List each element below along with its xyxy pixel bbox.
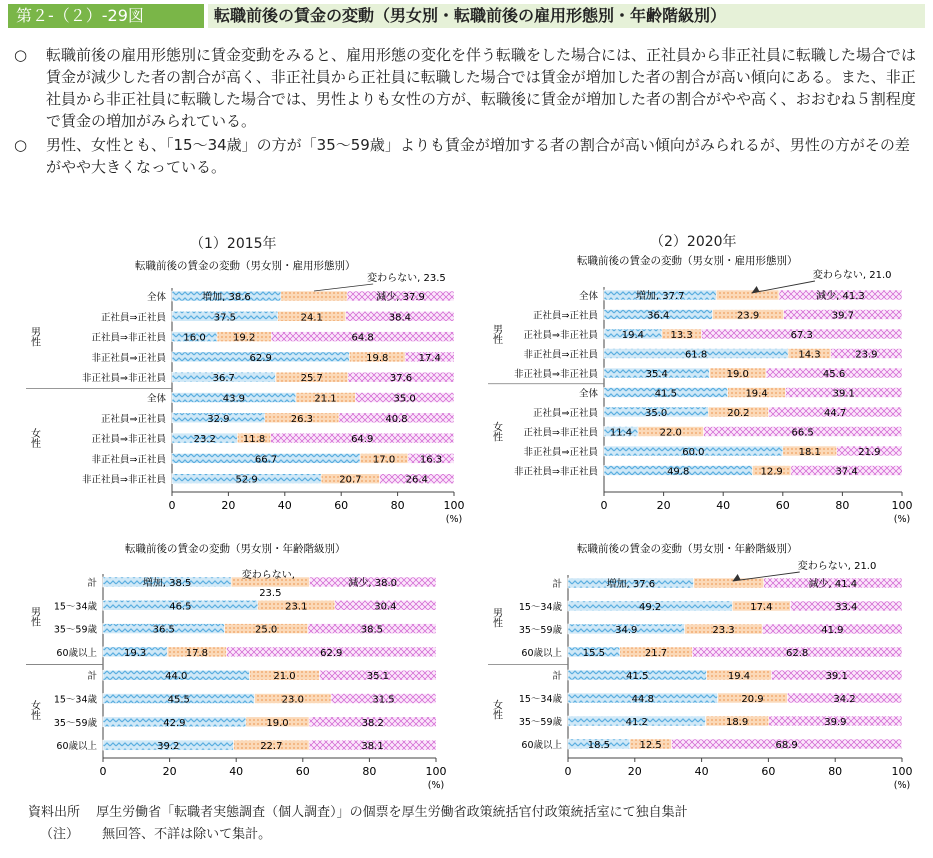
- chart-title: 転職前後の賃金の変動（男女別・雇用形態別）: [577, 255, 798, 267]
- data-label: 21.0: [273, 671, 296, 683]
- data-label: 増加, 37.6: [606, 579, 656, 590]
- chart-2015-age: [20, 538, 450, 793]
- data-label: 39.2: [157, 741, 180, 753]
- row-label: 全体: [146, 393, 166, 405]
- data-label: 18.5: [587, 740, 611, 751]
- row-label: 15～34歳: [518, 694, 562, 705]
- annotation-label: 変わらない, 23.5: [367, 273, 446, 284]
- data-label: 49.2: [639, 602, 662, 613]
- data-label: 23.2: [193, 434, 216, 446]
- data-label: 31.5: [372, 694, 395, 706]
- data-label: 41.9: [821, 625, 844, 636]
- row-label: 15～34歳: [53, 694, 97, 706]
- x-tick-label: 40: [716, 499, 731, 512]
- data-label: 36.5: [152, 624, 175, 636]
- summary-bullet-1: [14, 44, 919, 132]
- x-tick-label: 80: [390, 499, 405, 512]
- panel-title-2020: （2）2020年: [650, 234, 737, 250]
- data-label: 24.1: [300, 312, 323, 324]
- x-tick-label: 60: [334, 499, 349, 512]
- x-tick-label: 100: [425, 765, 447, 778]
- data-label: 17.4: [418, 352, 441, 364]
- row-label: 非正社員⇒正社員: [91, 454, 166, 466]
- x-tick-label: 20: [627, 765, 642, 778]
- data-label: 30.4: [374, 601, 397, 613]
- row-label: 正社員⇒正社員: [533, 310, 598, 322]
- data-label: 35.0: [645, 408, 668, 419]
- data-label: 22.7: [260, 741, 283, 753]
- data-label: 増加, 37.7: [635, 291, 685, 302]
- data-label: 23.1: [285, 601, 308, 613]
- row-label: 非正社員⇒非正社員: [514, 466, 598, 478]
- data-label: 43.9: [222, 393, 246, 405]
- data-label: 20.9: [741, 694, 764, 705]
- annotation-label: 変わらない, 21.0: [797, 561, 877, 572]
- data-label: 66.5: [791, 427, 814, 439]
- group-label: 男性: [490, 607, 502, 628]
- chart-2020-age: [482, 538, 922, 793]
- group-label: 女性: [28, 700, 40, 721]
- arrow-head: [752, 286, 760, 293]
- data-label: 25.7: [300, 373, 323, 385]
- annotation-label: 変わらない,: [241, 570, 295, 581]
- data-label: 16.0: [183, 332, 206, 344]
- row-label: 15～34歳: [518, 602, 562, 613]
- data-label: 45.5: [167, 694, 190, 706]
- data-label: 19.4: [727, 671, 751, 682]
- row-label: 60歳以上: [521, 648, 562, 659]
- annotation-line: [314, 284, 373, 291]
- row-label: 全体: [578, 291, 598, 302]
- data-label: 36.4: [647, 310, 670, 322]
- data-label: 19.2: [233, 332, 256, 344]
- bullet-mark: ○: [14, 46, 28, 64]
- row-label: 60歳以上: [56, 647, 97, 659]
- bar-segment-unchanged: [716, 290, 779, 300]
- row-label: 全体: [146, 292, 166, 303]
- row-label: 15～34歳: [53, 601, 97, 613]
- data-label: 21.9: [858, 447, 881, 458]
- data-label: 67.3: [790, 330, 813, 341]
- data-label: 44.8: [631, 694, 654, 705]
- x-tick-label: 80: [362, 765, 377, 778]
- chart-title: 転職前後の賃金の変動（男女別・年齢階級別）: [125, 543, 346, 555]
- data-label: 64.8: [351, 332, 374, 344]
- data-label: 60.0: [682, 447, 705, 458]
- x-tick-label: 0: [168, 499, 176, 512]
- data-label: 35.4: [645, 369, 668, 380]
- group-label: 女性: [490, 421, 502, 442]
- data-label: 49.8: [667, 466, 690, 478]
- note-text: 無回答、不詳は除いて集計。: [102, 827, 272, 842]
- chart-2020-employment: [482, 255, 922, 525]
- data-label: 19.4: [745, 388, 768, 400]
- group-label: 男性: [28, 606, 40, 627]
- row-label: 35～59歳: [518, 717, 562, 728]
- annotation-value: 23.5: [259, 588, 282, 599]
- data-label: 14.3: [798, 349, 821, 361]
- data-label: 21.7: [644, 648, 668, 659]
- data-label: 46.5: [169, 601, 192, 613]
- row-label: 非正社員⇒正社員: [523, 349, 598, 361]
- data-label: 34.9: [615, 625, 638, 636]
- source-text: 厚生労働省「転職者実態調査（個人調査）」の個票を厚生労働省政策統括官付政策統括室にて独自集計: [96, 805, 688, 820]
- data-label: 23.3: [712, 625, 735, 636]
- data-label: 62.9: [320, 647, 343, 659]
- row-label: 非正社員⇒非正社員: [514, 369, 598, 380]
- row-label: 非正社員⇒非正社員: [82, 474, 166, 486]
- row-label: 計: [87, 671, 97, 683]
- data-label: 19.0: [726, 369, 749, 380]
- group-label: 女性: [490, 699, 502, 720]
- x-tick-label: 60: [295, 765, 310, 778]
- data-label: 38.2: [361, 717, 384, 729]
- row-label: 正社員⇒正社員: [101, 413, 166, 425]
- data-label: 52.9: [235, 474, 258, 486]
- data-label: 41.5: [654, 388, 677, 400]
- data-label: 36.7: [212, 373, 235, 385]
- x-tick-label: 20: [656, 499, 671, 512]
- bar-segment-unchanged: [281, 291, 347, 301]
- data-label: 37.5: [213, 312, 237, 324]
- x-tick-label: 0: [600, 499, 608, 512]
- data-label: 37.4: [835, 466, 858, 478]
- row-label: 正社員⇒非正社員: [91, 434, 166, 446]
- data-label: 11.8: [242, 434, 266, 446]
- figure-header: [0, 0, 933, 34]
- data-label: 23.9: [855, 349, 878, 361]
- data-label: 33.4: [835, 602, 858, 613]
- row-label: 非正社員⇒正社員: [523, 447, 598, 458]
- summary-bullets: [14, 44, 919, 180]
- data-label: 34.2: [833, 694, 856, 705]
- data-label: 38.1: [361, 741, 384, 753]
- data-label: 増加, 38.6: [202, 292, 251, 303]
- footer-notes: [28, 802, 688, 846]
- bullet-text: 男性、女性とも、「15～34歳」の方が「35～59歳」よりも賃金が増加する者の割合が高い傾向がみられるが、男性の方がその差がやや大きくなっている。: [46, 136, 910, 176]
- panel-title-2015: （1）2015年: [190, 236, 277, 252]
- x-unit-label: (%): [445, 514, 463, 525]
- x-tick-label: 80: [835, 499, 850, 512]
- row-label: 正社員⇒非正社員: [91, 332, 166, 344]
- data-label: 66.7: [254, 454, 278, 466]
- x-tick-label: 40: [277, 499, 292, 512]
- arrow-head: [733, 574, 741, 581]
- data-label: 38.5: [360, 624, 384, 636]
- chart-title: 転職前後の賃金の変動（男女別・雇用形態別）: [135, 260, 356, 272]
- bullet-mark: ○: [14, 136, 28, 154]
- data-label: 減少, 41.3: [816, 291, 865, 302]
- data-label: 26.4: [405, 474, 428, 486]
- x-tick-label: 60: [775, 499, 790, 512]
- row-label: 正社員⇒正社員: [101, 312, 166, 324]
- data-label: 16.3: [419, 454, 443, 466]
- group-label: 男性: [490, 324, 502, 344]
- x-tick-label: 20: [162, 765, 177, 778]
- note-line: [28, 824, 688, 846]
- data-label: 19.8: [366, 352, 389, 364]
- x-tick-label: 20: [221, 499, 236, 512]
- source-line: [28, 802, 688, 824]
- data-label: 32.9: [207, 413, 230, 425]
- data-label: 61.8: [684, 349, 708, 361]
- data-label: 39.9: [824, 717, 847, 728]
- data-label: 23.9: [736, 310, 760, 322]
- row-label: 35～59歳: [518, 625, 562, 636]
- x-tick-label: 80: [828, 765, 843, 778]
- figure-number-badge: 第２-（２）-29図: [8, 4, 204, 28]
- row-label: 35～59歳: [53, 717, 97, 729]
- x-tick-label: 100: [891, 499, 913, 512]
- row-label: 計: [552, 579, 562, 590]
- data-label: 23.0: [281, 694, 304, 706]
- data-label: 減少, 41.4: [808, 579, 858, 590]
- data-label: 38.4: [388, 312, 411, 324]
- row-label: 60歳以上: [56, 741, 97, 753]
- x-tick-label: 0: [564, 765, 572, 778]
- data-label: 68.9: [775, 740, 798, 751]
- data-label: 22.0: [659, 427, 682, 439]
- data-label: 41.5: [626, 671, 649, 682]
- source-label: 資料出所: [28, 805, 81, 820]
- data-label: 40.8: [385, 413, 408, 425]
- bar-segment-unchanged: [694, 578, 764, 588]
- data-label: 19.3: [124, 647, 147, 659]
- data-label: 19.4: [621, 330, 645, 341]
- data-label: 39.1: [825, 671, 848, 682]
- data-label: 39.1: [832, 388, 855, 400]
- data-label: 21.1: [314, 393, 337, 405]
- data-label: 25.0: [255, 624, 278, 636]
- data-label: 18.1: [798, 447, 821, 458]
- x-unit-label: (%): [893, 780, 911, 791]
- row-label: 35～59歳: [53, 624, 97, 636]
- data-label: 18.9: [726, 717, 749, 728]
- x-tick-label: 100: [443, 499, 465, 512]
- data-label: 35.1: [366, 671, 390, 683]
- x-tick-label: 40: [229, 765, 244, 778]
- row-label: 計: [87, 578, 97, 589]
- data-label: 45.6: [822, 369, 846, 380]
- data-label: 44.0: [165, 671, 188, 683]
- x-tick-label: 40: [694, 765, 709, 778]
- data-label: 増加, 38.5: [142, 578, 192, 589]
- data-label: 減少, 38.0: [348, 578, 398, 589]
- data-label: 11.4: [609, 427, 633, 439]
- row-label: 正社員⇒非正社員: [523, 330, 598, 341]
- data-label: 12.9: [760, 466, 783, 478]
- bullet-text: 転職前後の雇用形態別に賃金変動をみると、雇用形態の変化を伴う転職をした場合には、正社員から非正社員に転職した場合では賃金が減少した者の割合が高く、非正社員から正社員に転職した場合では賃金が増加した者の割合が高い傾向にある。また、非正社員から非正社員に転職した場合では、男性よりも女性の方が、転職後に賃金が増加した者の割合がやや高く、おおむね５割程度で賃金の増加がみられている。: [46, 46, 917, 130]
- x-unit-label: (%): [893, 514, 911, 525]
- row-label: 全体: [578, 388, 598, 400]
- data-label: 17.8: [185, 647, 209, 659]
- data-label: 64.9: [351, 434, 374, 446]
- row-label: 計: [552, 671, 562, 682]
- data-label: 62.9: [249, 352, 272, 364]
- data-label: 17.0: [372, 454, 396, 466]
- row-label: 非正社員⇒非正社員: [82, 373, 166, 385]
- data-label: 15.5: [582, 648, 606, 659]
- chart-2015-employment: [20, 255, 465, 525]
- data-label: 減少, 37.9: [376, 292, 425, 303]
- x-tick-label: 60: [761, 765, 776, 778]
- group-label: 男性: [28, 326, 40, 347]
- data-label: 13.3: [670, 330, 693, 341]
- row-label: 正社員⇒正社員: [533, 408, 598, 419]
- data-label: 17.4: [750, 602, 773, 613]
- data-label: 39.7: [831, 310, 854, 322]
- row-label: 非正社員⇒正社員: [91, 352, 166, 364]
- x-tick-label: 100: [891, 765, 913, 778]
- row-label: 60歳以上: [521, 740, 562, 751]
- x-tick-label: 0: [99, 765, 107, 778]
- data-label: 37.6: [389, 373, 413, 385]
- annotation-label: 変わらない, 21.0: [812, 270, 892, 281]
- x-unit-label: (%): [427, 780, 445, 791]
- data-label: 44.7: [823, 408, 847, 419]
- summary-bullet-2: [14, 134, 919, 178]
- data-label: 20.7: [339, 474, 362, 486]
- data-label: 12.5: [639, 740, 662, 751]
- row-label: 正社員⇒非正社員: [523, 427, 598, 439]
- data-label: 20.2: [727, 408, 750, 419]
- data-label: 42.9: [163, 717, 186, 729]
- data-label: 35.0: [393, 393, 416, 405]
- data-label: 62.8: [785, 648, 809, 659]
- chart-title: 転職前後の賃金の変動（男女別・年齢階級別）: [577, 543, 798, 555]
- group-label: 女性: [28, 428, 40, 449]
- note-label: （注）: [40, 827, 80, 842]
- data-label: 19.0: [266, 717, 289, 729]
- figure-title: 転職前後の賃金の変動（男女別・転職前後の雇用形態別・年齢階級別）: [208, 4, 925, 28]
- data-label: 26.3: [290, 413, 313, 425]
- data-label: 41.2: [625, 717, 648, 728]
